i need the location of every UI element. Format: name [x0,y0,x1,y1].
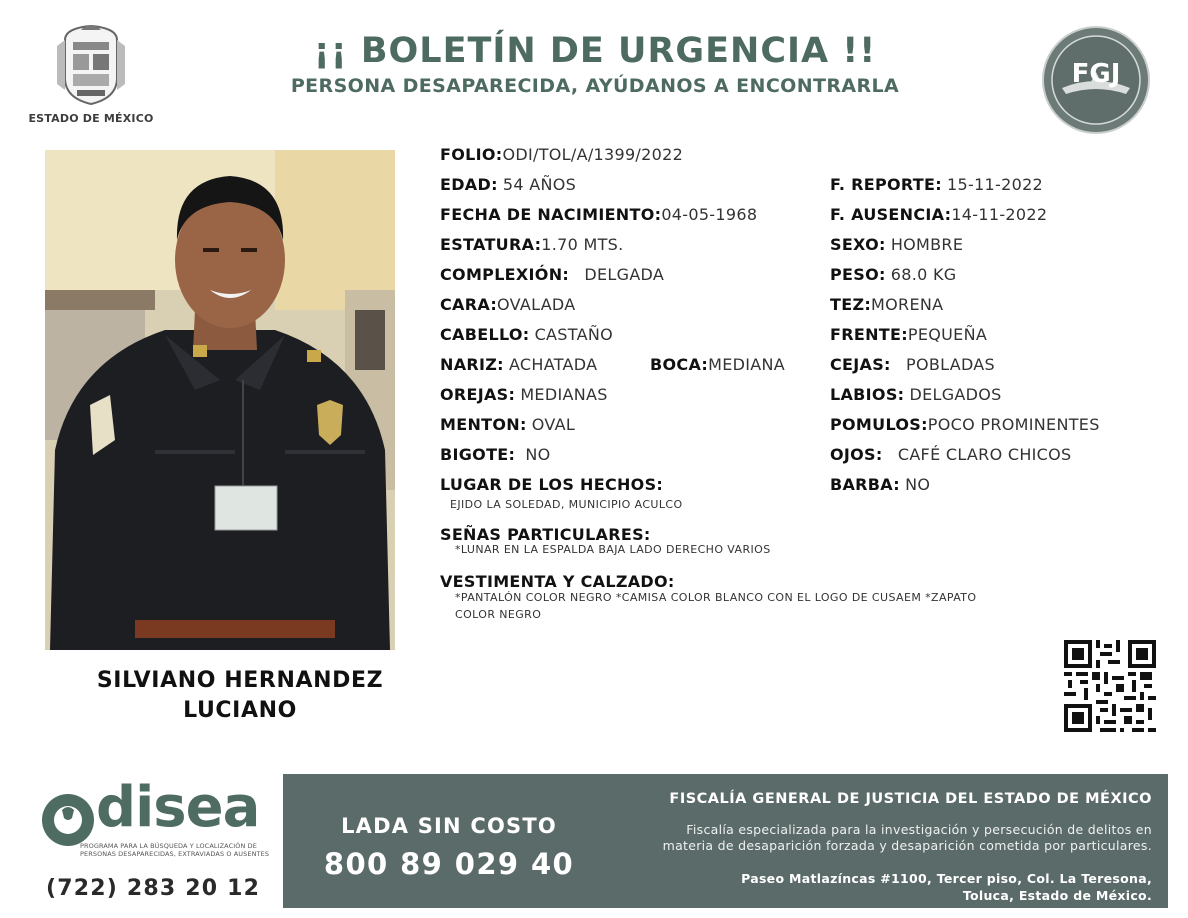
field-cabello [440,325,613,345]
odisea-phone[interactable]: (722) 283 20 12 [46,876,261,901]
field-nariz-value: ACHATADA [508,355,598,374]
field-labios-value: DELGADOS [909,385,1002,404]
field-bigote-label: BIGOTE: [440,445,516,464]
field-bigote-value: NO [525,445,551,464]
field-tez-label: TEZ: [830,295,872,314]
field-ojos [830,445,1072,465]
field-nacimiento-label: FECHA DE NACIMIENTO: [440,205,662,224]
field-frente-value: PEQUEÑA [907,325,988,344]
fiscalia-block [600,788,1152,904]
section-senas-value: *LUNAR EN LA ESPALDA BAJA LADO DERECHO VARIOS [455,543,771,556]
field-cabello-label: CABELLO: [440,325,530,344]
field-cara-value: OVALADA [497,295,576,314]
page-subtitle: PERSONA DESAPARECIDA, AYÚDANOS A ENCONTRARLA [290,75,900,97]
field-frente-label: FRENTE: [830,325,908,344]
field-cejas [830,355,995,375]
field-cara-label: CARA: [440,295,498,314]
field-barba-value: NO [905,475,931,494]
field-menton-label: MENTON: [440,415,527,434]
field-orejas-label: OREJAS: [440,385,516,404]
field-nacimiento [440,205,757,225]
field-bigote [440,445,551,465]
qr-code-icon [1064,640,1156,732]
fiscalia-address-line1: Paseo Matlazíncas #1100, Tercer piso, Col. La Teresona, [741,871,1152,886]
state-label: ESTADO DE MÉXICO [28,112,154,125]
field-nariz [440,355,597,375]
field-estatura-label: ESTATURA: [440,235,542,254]
field-tez-value: MORENA [871,295,944,314]
field-ojos-value: CAFÉ CLARO CHICOS [897,445,1072,464]
field-boca-value: MEDIANA [708,355,786,374]
field-cara [440,295,576,315]
fgj-seal-icon [1040,24,1152,136]
field-peso-label: PESO: [830,265,886,284]
field-orejas-value: MEDIANAS [520,385,608,404]
field-pomulos-label: POMULOS: [830,415,928,434]
section-lugar-label: LUGAR DE LOS HECHOS: [440,475,664,494]
field-edad-label: EDAD: [440,175,498,194]
field-sexo-label: SEXO: [830,235,886,254]
section-vestimenta-value-line1: *PANTALÓN COLOR NEGRO *CAMISA COLOR BLANCO CON EL LOGO DE CUSAEM *ZAPATO [455,591,977,604]
field-reporte [830,175,1043,195]
section-vestimenta-label: VESTIMENTA Y CALZADO: [440,572,675,591]
field-complexion [440,265,664,285]
person-name-line2: LUCIANO [183,698,297,723]
field-ausencia-value: 14-11-2022 [951,205,1048,224]
bulletin-header [200,28,990,98]
field-estatura-value: 1.70 MTS. [541,235,624,254]
fiscalia-address-line2: Toluca, Estado de México. [962,888,1152,903]
field-labios [830,385,1002,405]
person-name-line1: SILVIANO HERNANDEZ [96,668,384,693]
field-nacimiento-value: 04-05-1968 [661,205,758,224]
field-cejas-label: CEJAS: [830,355,891,374]
page-title: ¡¡ BOLETÍN DE URGENCIA !! [313,31,877,71]
field-boca [650,355,785,375]
lada-number[interactable]: 800 89 029 40 [323,847,575,881]
field-folio-value: ODI/TOL/A/1399/2022 [502,145,684,164]
person-portrait-image [45,150,395,650]
fgj-seal-text: FGJ [1071,59,1121,89]
field-menton-value: OVAL [531,415,576,434]
field-barba-label: BARBA: [830,475,900,494]
section-senas-label: SEÑAS PARTICULARES: [440,525,651,544]
qr-code[interactable] [1064,640,1156,732]
estado-de-mexico-logo [28,20,154,128]
field-sexo-value: HOMBRE [890,235,964,254]
odisea-pin-icon [36,790,100,850]
odisea-logo-mark [36,790,100,850]
field-frente [830,325,987,345]
field-nariz-label: NARIZ: [440,355,504,374]
field-menton [440,415,575,435]
field-complexion-label: COMPLEXIÓN: [440,265,570,284]
field-edad-value: 54 AÑOS [502,175,577,194]
field-ausencia-label: F. AUSENCIA: [830,205,952,224]
field-cejas-value: POBLADAS [906,355,995,374]
field-folio-label: FOLIO: [440,145,503,164]
field-peso [830,265,956,285]
fgj-logo [1040,24,1152,136]
field-reporte-value: 15-11-2022 [947,175,1044,194]
field-pomulos [830,415,1100,435]
fiscalia-title: FISCALÍA GENERAL DE JUSTICIA DEL ESTADO DE MÉXICO [669,791,1152,807]
field-ausencia [830,205,1047,225]
field-cabello-value: CASTAÑO [534,325,613,344]
field-barba [830,475,930,495]
field-folio [440,145,683,165]
field-ojos-label: OJOS: [830,445,883,464]
field-edad [440,175,576,195]
section-lugar-value: EJIDO LA SOLEDAD, MUNICIPIO ACULCO [450,498,683,511]
coat-of-arms-icon [51,20,131,108]
person-name [45,666,435,726]
section-vestimenta-value-line2: COLOR NEGRO [455,608,542,621]
field-reporte-label: F. REPORTE: [830,175,942,194]
field-pomulos-value: POCO PROMINENTES [927,415,1100,434]
field-complexion-value: DELGADA [584,265,665,284]
field-estatura [440,235,624,255]
field-peso-value: 68.0 KG [890,265,957,284]
field-sexo [830,235,963,255]
odisea-description: PROGRAMA PARA LA BÚSQUEDA Y LOCALIZACIÓN DE PERSONAS DESAPARECIDAS, EXTRAVIADAS O AUSENTES [80,842,270,858]
odisea-wordmark: disea [96,775,260,840]
field-tez [830,295,943,315]
fiscalia-desc-line2: materia de desaparición forzada y desaparición cometida por particulares. [662,838,1152,853]
field-boca-label: BOCA: [650,355,709,374]
lada-label: LADA SIN COSTO [341,814,557,838]
fiscalia-desc-line1: Fiscalía especializada para la investigación y persecución de delitos en [686,822,1152,837]
lada-block [318,812,580,888]
person-photo [45,150,395,650]
field-orejas [440,385,608,405]
field-labios-label: LABIOS: [830,385,905,404]
